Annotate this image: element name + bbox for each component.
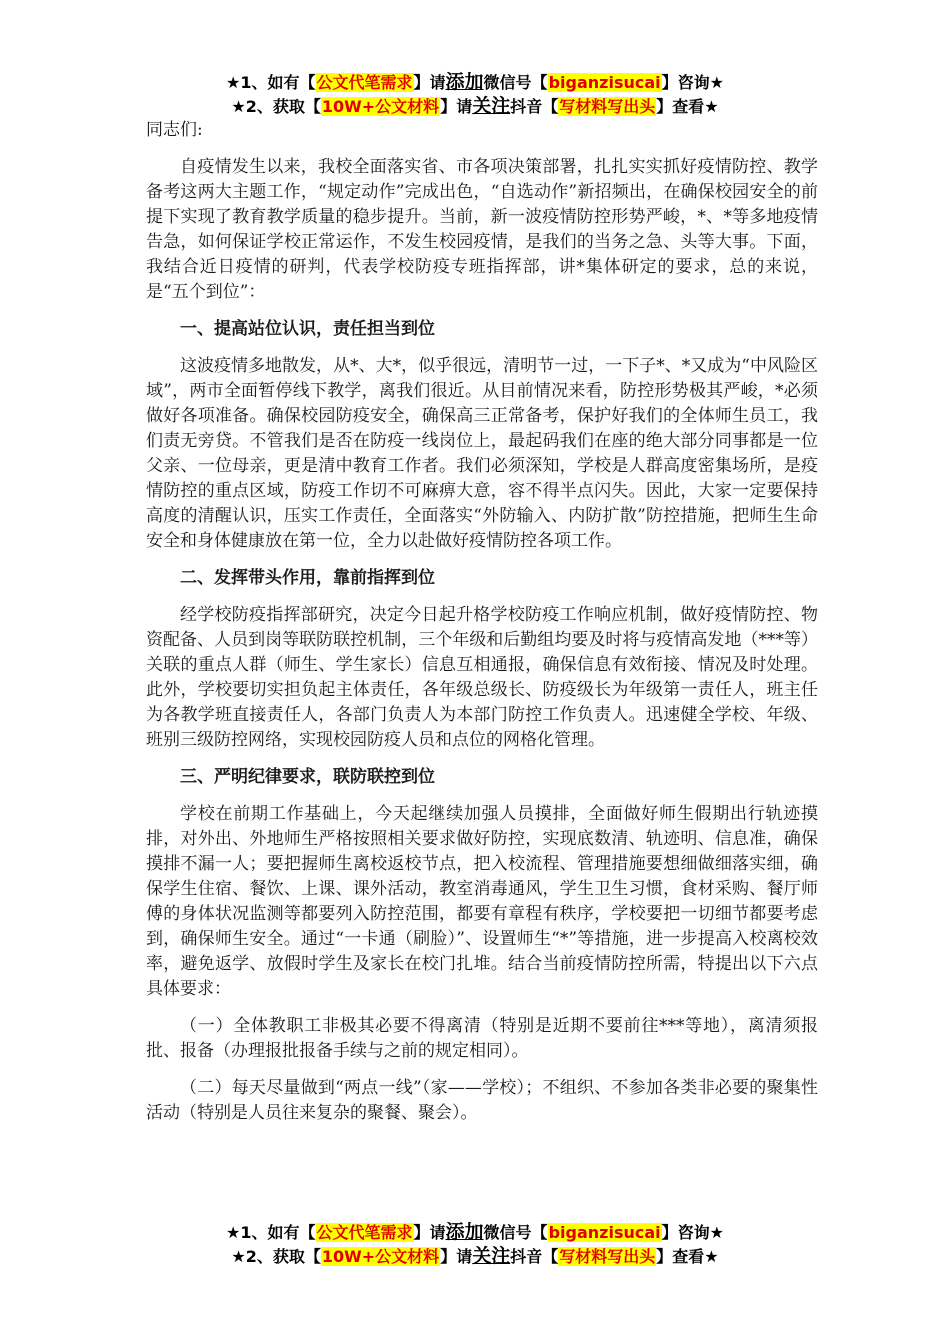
salutation: 同志们: <box>146 120 203 140</box>
banner-highlight: biganzisucai <box>548 1223 661 1242</box>
section-paragraph-2: 经学校防疫指挥部研究，决定今日起升格学校防疫工作响应机制，做好疫情防控、物资配备、人员到岗等联防联控机制，三个年级和后勤组均要及时将与疫情高发地（***等）关联的重点人群（师生、学生家长）信息互相通报，确保信息有效衔接、情况及时处理。此外，学校要切实担负起主体责任，各年级总级长、防疫级长为年级第一责任人，班主任为各教学班直接责任人，各部门负责人为本部门防控工作负责人。迅速健全学校、年级、班别三级防控网络，实现校园防疫人员和点位的网格化管理。 <box>146 605 818 750</box>
banner-text: 】请 <box>440 1247 473 1266</box>
banner-text: ★2、获取【 <box>231 97 321 116</box>
banner-text: 】请 <box>413 1223 446 1242</box>
banner-text: ★1、如有【 <box>226 1223 316 1242</box>
requirement-item-1: （一）全体教职工非极其必要不得离清（特别是近期不要前往***等地），离清须报批、报备（办理报批报备手续与之前的规定相同）。 <box>146 1016 818 1061</box>
promo-banner-bottom-line1 <box>0 1220 950 1245</box>
banner-text: 】请 <box>413 73 446 92</box>
banner-text: 】查看★ <box>656 1247 719 1266</box>
banner-text: 】请 <box>440 97 473 116</box>
banner-text: ★1、如有【 <box>226 73 316 92</box>
banner-emphasis: 关注 <box>472 95 511 117</box>
section-paragraph-3: 学校在前期工作基础上，今天起继续加强人员摸排，全面做好师生假期出行轨迹摸排，对外出、外地师生严格按照相关要求做好防控，实现底数清、轨迹明、信息准，确保摸排不漏一人；要把握师生离校返校节点，把入校流程、管理措施要想细做细落实细，确保学生住宿、餐饮、上课、课外活动，教室消毒通风，学生卫生习惯，食材采购、餐厅师傅的身体状况监测等都要列入防控范围，都要有章程有秩序，学校要把一切细节都要考虑到，确保师生安全。通过“一卡通（刷脸）”、设置师生“*”等措施，进一步提高入校离校效率，避免返学、放假时学生及家长在校门扎堆。结合当前疫情防控所需，特提出以下六点具体要求： <box>146 804 818 999</box>
banner-highlight: 写材料写出头 <box>559 97 656 116</box>
banner-emphasis: 关注 <box>472 1245 511 1267</box>
promo-banner-bottom-line2 <box>0 1244 950 1269</box>
section-heading-2: 二、发挥带头作用，靠前指挥到位 <box>180 568 435 588</box>
banner-text: 微信号【 <box>483 73 548 92</box>
banner-highlight: biganzisucai <box>548 73 661 92</box>
banner-text: ★2、获取【 <box>231 1247 321 1266</box>
section-heading-3: 三、严明纪律要求，联防联控到位 <box>180 767 435 787</box>
banner-highlight: 公文代笔需求 <box>316 73 413 92</box>
section-paragraph-1: 这波疫情多地散发，从*、大*，似乎很远，清明节一过，一下子*、*又成为“中风险区域”，两市全面暂停线下教学，离我们很近。从目前情况来看，防控形势极其严峻，*必须做好各项准备。确保校园防疫安全，确保高三正常备考，保护好我们的全体师生员工，我们责无旁贷。不管我们是否在防疫一线岗位上，最起码我们在座的绝大部分同事都是一位父亲、一位母亲，更是清中教育工作者。我们必须深知，学校是人群高度密集场所，是疫情防控的重点区域，防疫工作切不可麻痹大意，容不得半点闪失。因此，大家一定要保持高度的清醒认识，压实工作责任，全面落实“外防输入、内防扩散”防控措施，把师生生命安全和身体健康放在第一位，全力以赴做好疫情防控各项工作。 <box>146 356 818 551</box>
banner-highlight: 公文代笔需求 <box>316 1223 413 1242</box>
section-heading-1: 一、提高站位认识，责任担当到位 <box>180 319 435 339</box>
banner-text: 】查看★ <box>656 97 719 116</box>
banner-emphasis: 添加 <box>445 1221 484 1243</box>
banner-highlight: 10W+公文材料 <box>321 97 440 116</box>
banner-highlight: 写材料写出头 <box>559 1247 656 1266</box>
banner-text: 微信号【 <box>483 1223 548 1242</box>
banner-text: 】咨询★ <box>661 1223 724 1242</box>
banner-emphasis: 添加 <box>445 71 484 93</box>
intro-paragraph: 自疫情发生以来，我校全面落实省、市各项决策部署，扎扎实实抓好疫情防控、教学备考这两大主题工作，“规定动作”完成出色，“自选动作”新招频出，在确保校园安全的前提下实现了教育教学质量的稳步提升。当前，新一波疫情防控形势严峻，*、*等多地疫情告急，如何保证学校正常运作，不发生校园疫情，是我们的当务之急、头等大事。下面，我结合近日疫情的研判，代表学校防疫专班指挥部，讲*集体研定的要求，总的来说，是“五个到位”： <box>146 157 818 302</box>
banner-text: 抖音【 <box>510 97 559 116</box>
banner-highlight: 10W+公文材料 <box>321 1247 440 1266</box>
banner-text: 】咨询★ <box>661 73 724 92</box>
document-body <box>146 118 818 1138</box>
promo-banner-top-line1 <box>0 70 950 95</box>
banner-text: 抖音【 <box>510 1247 559 1266</box>
promo-banner-top-line2 <box>0 94 950 119</box>
requirement-item-2: （二）每天尽量做到“两点一线”（家——学校）；不组织、不参加各类非必要的聚集性活动（特别是人员往来复杂的聚餐、聚会）。 <box>146 1078 818 1123</box>
